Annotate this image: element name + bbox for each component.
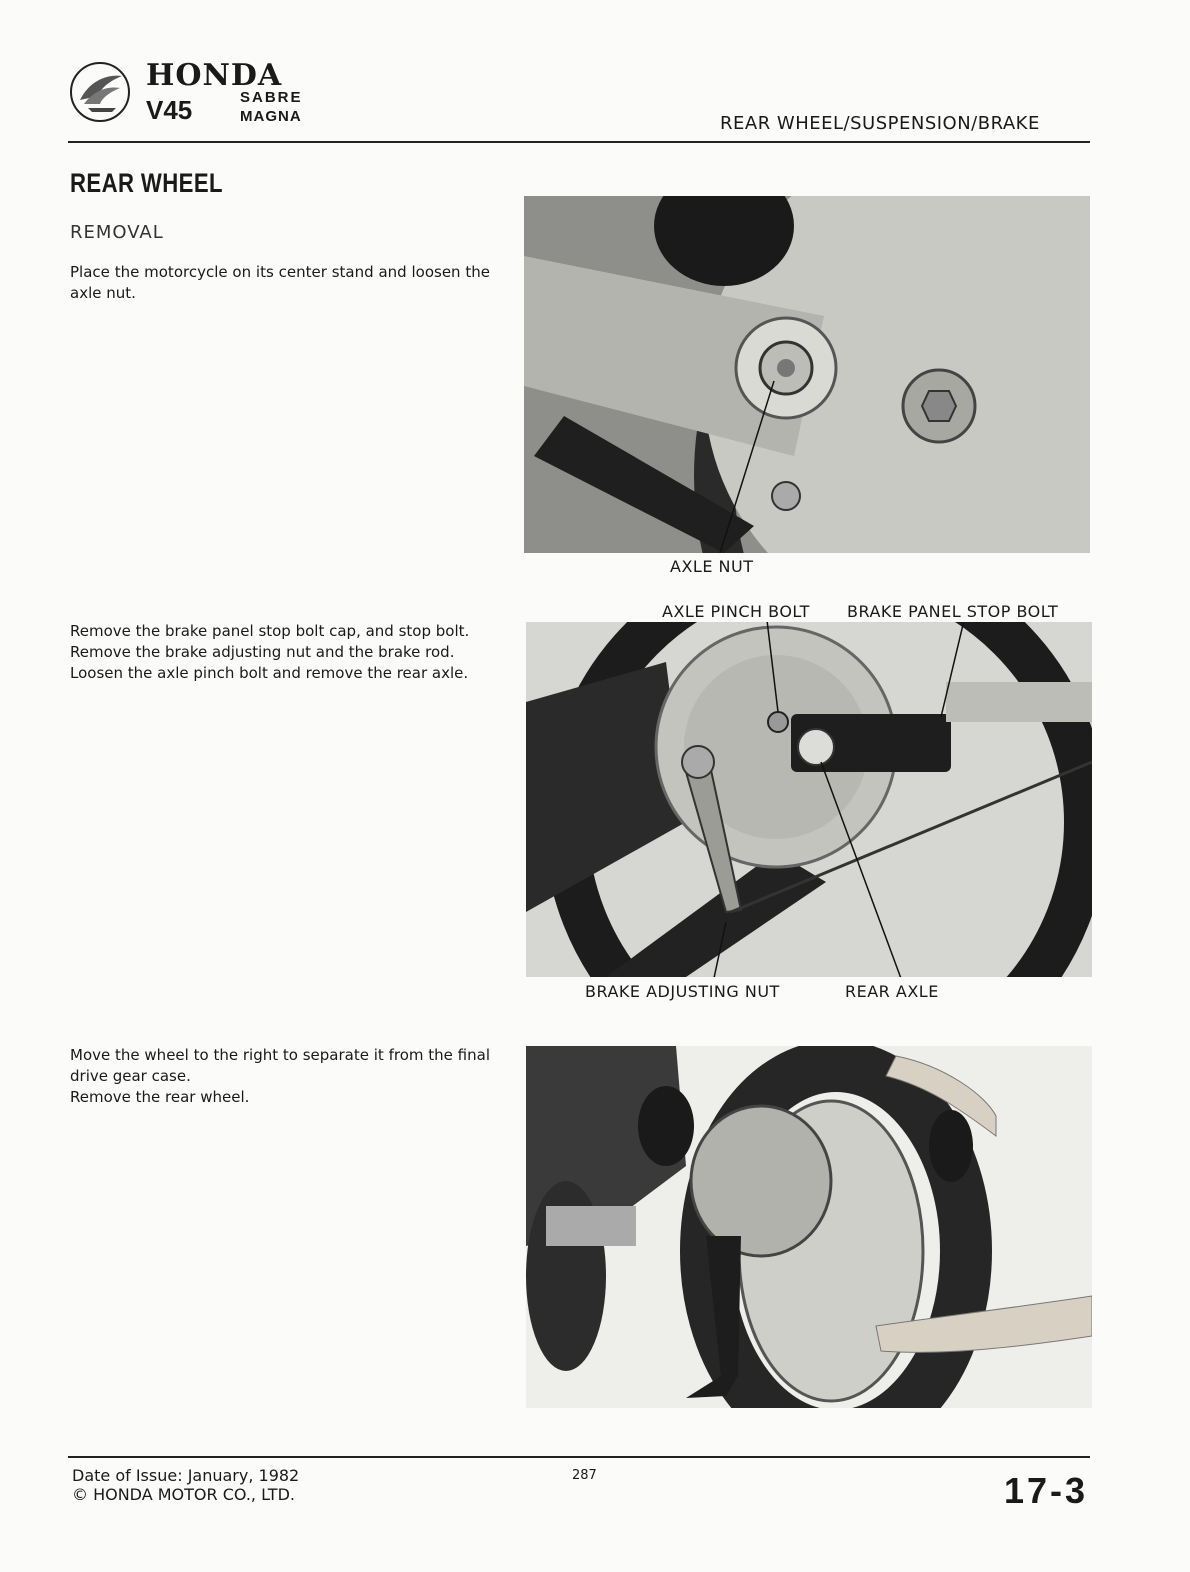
label-brake-adjusting-nut: BRAKE ADJUSTING NUT [585,982,780,1001]
section-page-code: 17-3 [1004,1470,1089,1511]
label-brake-panel-stop-bolt: BRAKE PANEL STOP BOLT [847,602,1059,621]
step-1-text [70,262,490,304]
step-2-line: Remove the brake panel stop bolt cap, and stop bolt. [70,622,470,640]
page-number: 287 [572,1468,597,1483]
step-1-line: Place the motorcycle on its center stand and loosen the axle nut. [70,263,490,302]
honda-wing-logo-icon [68,60,132,124]
label-axle-pinch-bolt: AXLE PINCH BOLT [662,602,810,621]
issue-date: Date of Issue: January, 1982 [72,1466,300,1485]
model-variant-magna: MAGNA [240,108,302,125]
step-2-line: Remove the brake adjusting nut and the brake rod. [70,643,455,661]
copyright: © HONDA MOTOR CO., LTD. [72,1485,295,1504]
step-3-line: Move the wheel to the right to separate it from the final drive gear case. [70,1046,490,1085]
page-heading: REAR WHEEL [70,168,223,198]
axle-nut-photo [524,196,1090,553]
label-rear-axle: REAR AXLE [845,982,939,1001]
step-2-text [70,621,490,684]
procedure-subheading: REMOVAL [70,222,164,243]
brand-name: HONDA [146,58,283,93]
model-name: V45 [146,95,193,125]
step-3-line: Remove the rear wheel. [70,1088,250,1106]
label-axle-nut: AXLE NUT [670,557,754,576]
brake-panel-photo [526,622,1092,977]
step-3-text [70,1045,490,1108]
footer-publication-info [72,1466,299,1504]
header-rule [68,141,1090,143]
wheel-removal-photo [526,1046,1092,1408]
model-variant-sabre: SABRE [240,89,303,106]
footer-rule [68,1456,1090,1458]
section-title: REAR WHEEL/SUSPENSION/BRAKE [720,113,1040,134]
step-2-line: Loosen the axle pinch bolt and remove the rear axle. [70,664,469,682]
